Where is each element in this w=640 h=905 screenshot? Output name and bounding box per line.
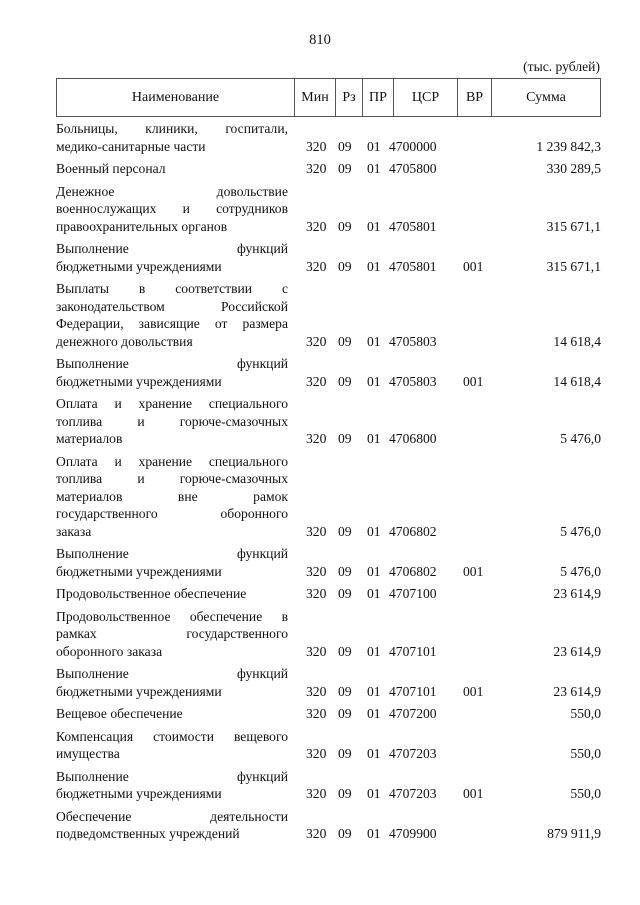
row-name-line: подведомственных учреждений bbox=[56, 826, 240, 841]
row-csr: 4707101 bbox=[389, 683, 437, 699]
row-pr: 01 bbox=[367, 138, 381, 154]
row-name-line: Обеспечение деятельности bbox=[56, 808, 288, 824]
row-csr: 4707203 bbox=[389, 746, 437, 761]
row-sum: 330 289,5 bbox=[546, 161, 601, 176]
row-name bbox=[56, 608, 288, 661]
row-name bbox=[56, 240, 288, 275]
row-csr: 4705801 bbox=[389, 218, 437, 234]
row-csr: 4705803 bbox=[389, 373, 437, 389]
row-name-line: заказа bbox=[56, 523, 92, 539]
row-min: 320 bbox=[306, 586, 327, 601]
row-name-line: денежного довольствия bbox=[56, 333, 193, 349]
row-name bbox=[56, 768, 288, 803]
row-pr: 01 bbox=[367, 826, 381, 841]
row-pr: 01 bbox=[367, 586, 381, 601]
row-min: 320 bbox=[306, 746, 327, 761]
row-rz: 09 bbox=[338, 218, 352, 234]
row-name-line: Выполнение функций bbox=[56, 356, 288, 371]
row-name-line: медико-санитарные части bbox=[56, 138, 206, 154]
row-vr: 001 bbox=[463, 683, 484, 699]
row-vr: 001 bbox=[463, 373, 484, 389]
row-csr: 4707200 bbox=[389, 706, 437, 721]
row-name bbox=[56, 280, 288, 350]
row-name-line: государственного оборонного bbox=[56, 506, 288, 521]
row-name bbox=[56, 585, 288, 603]
row-pr: 01 bbox=[367, 683, 381, 699]
row-name-line: Выполнение функций bbox=[56, 768, 288, 784]
row-vr: 001 bbox=[463, 258, 484, 274]
row-min: 320 bbox=[306, 643, 327, 659]
row-name-line: бюджетными учреждениями bbox=[56, 258, 222, 274]
units-label: (тыс. рублей) bbox=[523, 59, 600, 74]
row-csr: 4705803 bbox=[389, 333, 437, 349]
row-name bbox=[56, 728, 288, 763]
row-sum: 550,0 bbox=[570, 706, 601, 721]
row-min: 320 bbox=[306, 431, 327, 446]
row-name bbox=[56, 355, 288, 390]
row-pr: 01 bbox=[367, 333, 381, 349]
table-row bbox=[56, 665, 601, 700]
row-rz: 09 bbox=[338, 706, 352, 721]
row-pr: 01 bbox=[367, 643, 381, 659]
row-name-line: Больницы, клиники, госпитали, bbox=[56, 121, 288, 136]
row-csr: 4707100 bbox=[389, 586, 437, 601]
table-row bbox=[56, 545, 601, 580]
row-pr: 01 bbox=[367, 258, 381, 274]
row-pr: 01 bbox=[367, 746, 381, 761]
row-name-line: бюджетными учреждениями bbox=[56, 563, 222, 579]
row-pr: 01 bbox=[367, 161, 381, 176]
row-sum: 315 671,1 bbox=[546, 258, 601, 274]
row-name bbox=[56, 183, 288, 236]
row-sum: 5 476,0 bbox=[560, 523, 601, 539]
row-pr: 01 bbox=[367, 431, 381, 446]
row-name-line: Оплата и хранение специального bbox=[56, 453, 288, 469]
row-sum: 14 618,4 bbox=[553, 373, 601, 389]
table-row bbox=[56, 395, 601, 448]
table-row bbox=[56, 183, 601, 236]
row-rz: 09 bbox=[338, 161, 352, 176]
row-name bbox=[56, 395, 288, 448]
row-sum: 23 614,9 bbox=[553, 683, 601, 699]
row-name bbox=[56, 160, 288, 178]
row-name-line: Выполнение функций bbox=[56, 666, 288, 681]
row-name bbox=[56, 665, 288, 700]
row-sum: 315 671,1 bbox=[546, 218, 601, 234]
row-rz: 09 bbox=[338, 138, 352, 154]
row-name-line: материалов bbox=[56, 431, 123, 446]
row-rz: 09 bbox=[338, 586, 352, 601]
row-name bbox=[56, 453, 288, 541]
row-min: 320 bbox=[306, 826, 327, 841]
header-pr: ПР bbox=[362, 79, 393, 116]
row-pr: 01 bbox=[367, 563, 381, 579]
row-rz: 09 bbox=[338, 431, 352, 446]
row-min: 320 bbox=[306, 706, 327, 721]
row-sum: 23 614,9 bbox=[553, 643, 601, 659]
row-rz: 09 bbox=[338, 826, 352, 841]
row-vr: 001 bbox=[463, 786, 484, 801]
table-row bbox=[56, 120, 601, 155]
header-name: Наименование bbox=[131, 89, 220, 105]
row-name-line: правоохранительных органов bbox=[56, 218, 228, 234]
header-csr: ЦСР bbox=[393, 79, 457, 116]
row-min: 320 bbox=[306, 683, 327, 699]
row-rz: 09 bbox=[338, 746, 352, 761]
row-sum: 1 239 842,3 bbox=[536, 138, 601, 154]
row-csr: 4706802 bbox=[389, 523, 437, 539]
row-sum: 5 476,0 bbox=[560, 563, 601, 579]
row-rz: 09 bbox=[338, 373, 352, 389]
row-name bbox=[56, 705, 288, 723]
row-name-line: Выполнение функций bbox=[56, 241, 288, 256]
row-name-line: топлива и горюче-смазочных bbox=[56, 413, 288, 429]
row-rz: 09 bbox=[338, 786, 352, 801]
row-csr: 4705801 bbox=[389, 258, 437, 274]
row-pr: 01 bbox=[367, 786, 381, 801]
row-sum: 23 614,9 bbox=[553, 586, 601, 601]
row-rz: 09 bbox=[338, 643, 352, 659]
row-sum: 5 476,0 bbox=[560, 431, 601, 446]
row-name-line: рамках государственного bbox=[56, 626, 288, 641]
row-name-line: Выполнение функций bbox=[56, 546, 288, 561]
row-name-line: Продовольственное обеспечение в bbox=[56, 608, 288, 624]
row-pr: 01 bbox=[367, 706, 381, 721]
table-header bbox=[56, 78, 601, 117]
row-min: 320 bbox=[306, 523, 327, 539]
row-name-line: бюджетными учреждениями bbox=[56, 683, 222, 699]
row-pr: 01 bbox=[367, 373, 381, 389]
table-row bbox=[56, 608, 601, 661]
row-name-line: законодательством Российской bbox=[56, 298, 288, 314]
row-name-line: Вещевое обеспечение bbox=[56, 706, 183, 721]
header-sum: Сумма bbox=[491, 79, 600, 116]
row-csr: 4707101 bbox=[389, 643, 437, 659]
row-sum: 14 618,4 bbox=[553, 333, 601, 349]
row-name bbox=[56, 120, 288, 155]
row-name-line: топлива и горюче-смазочных bbox=[56, 471, 288, 486]
header-rz: Рз bbox=[335, 79, 362, 116]
row-sum: 550,0 bbox=[570, 746, 601, 761]
row-min: 320 bbox=[306, 138, 327, 154]
row-name-line: Денежное довольствие bbox=[56, 183, 288, 199]
row-sum: 879 911,9 bbox=[547, 826, 601, 841]
row-name-line: Продовольственное обеспечение bbox=[56, 586, 247, 601]
row-csr: 4706802 bbox=[389, 563, 437, 579]
row-rz: 09 bbox=[338, 563, 352, 579]
row-min: 320 bbox=[306, 786, 327, 801]
row-csr: 4707203 bbox=[389, 786, 437, 801]
row-rz: 09 bbox=[338, 683, 352, 699]
table-row bbox=[56, 355, 601, 390]
row-name-line: бюджетными учреждениями bbox=[56, 786, 222, 801]
table-row bbox=[56, 585, 601, 603]
table-row bbox=[56, 453, 601, 541]
row-name bbox=[56, 545, 288, 580]
row-pr: 01 bbox=[367, 523, 381, 539]
header-vr: ВР bbox=[457, 79, 491, 116]
row-vr: 001 bbox=[463, 563, 484, 579]
row-min: 320 bbox=[306, 161, 327, 176]
row-csr: 4706800 bbox=[389, 431, 437, 446]
row-name-line: Военный персонал bbox=[56, 161, 166, 176]
row-pr: 01 bbox=[367, 218, 381, 234]
table-row bbox=[56, 705, 601, 723]
row-name-line: материалов вне рамок bbox=[56, 488, 288, 504]
row-min: 320 bbox=[306, 563, 327, 579]
row-csr: 4709900 bbox=[389, 826, 437, 841]
row-csr: 4705800 bbox=[389, 161, 437, 176]
row-name bbox=[56, 808, 288, 843]
row-min: 320 bbox=[306, 333, 327, 349]
row-min: 320 bbox=[306, 218, 327, 234]
row-name-line: Выплаты в соответствии с bbox=[56, 281, 288, 296]
row-rz: 09 bbox=[338, 333, 352, 349]
row-sum: 550,0 bbox=[570, 786, 601, 801]
table-row bbox=[56, 728, 601, 763]
table-row bbox=[56, 160, 601, 178]
row-min: 320 bbox=[306, 373, 327, 389]
row-name-line: Федерации, зависящие от размера bbox=[56, 316, 288, 331]
page-number: 810 bbox=[309, 32, 331, 48]
header-min: Мин bbox=[294, 79, 335, 116]
row-name-line: оборонного заказа bbox=[56, 643, 163, 659]
row-min: 320 bbox=[306, 258, 327, 274]
row-name-line: Компенсация стоимости вещевого bbox=[56, 728, 288, 744]
row-rz: 09 bbox=[338, 523, 352, 539]
row-csr: 4700000 bbox=[389, 138, 437, 154]
row-name-line: бюджетными учреждениями bbox=[56, 373, 222, 389]
table-body bbox=[56, 120, 601, 848]
row-name-line: Оплата и хранение специального bbox=[56, 396, 288, 411]
table-row bbox=[56, 808, 601, 843]
row-name-line: имущества bbox=[56, 746, 120, 761]
row-rz: 09 bbox=[338, 258, 352, 274]
table-row bbox=[56, 280, 601, 350]
table-row bbox=[56, 768, 601, 803]
table-row bbox=[56, 240, 601, 275]
row-name-line: военнослужащих и сотрудников bbox=[56, 201, 288, 216]
